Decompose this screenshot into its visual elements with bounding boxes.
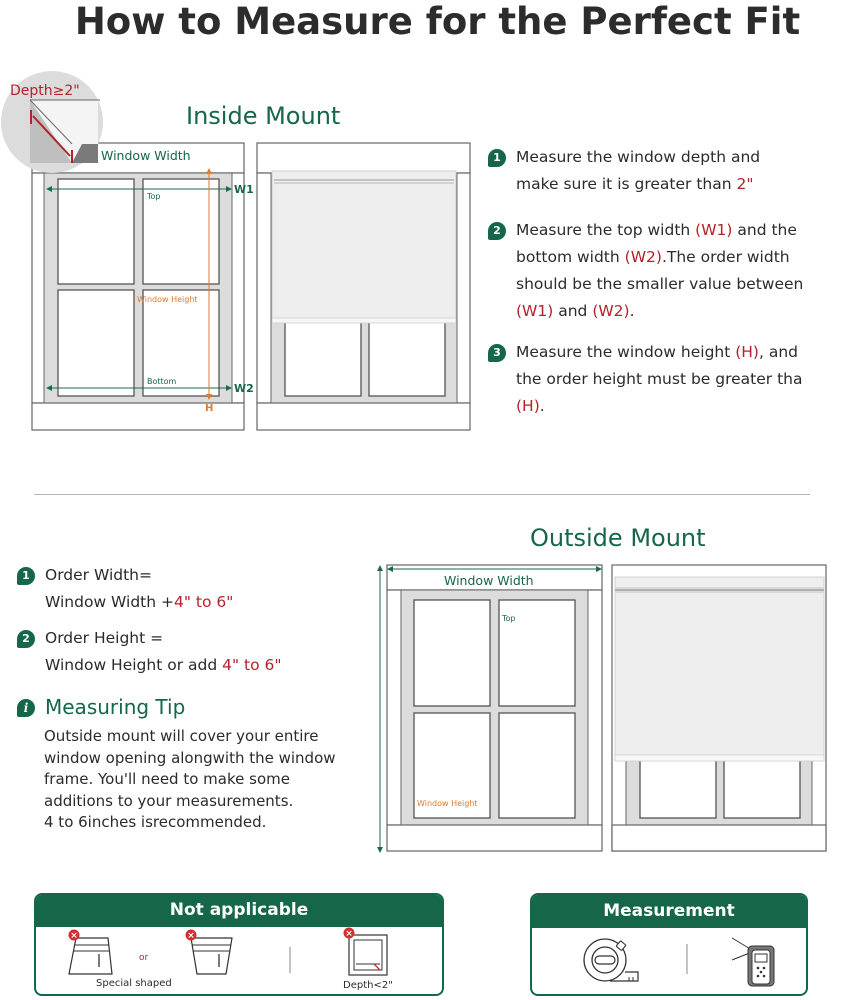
step-number-badge: 2: [17, 630, 35, 648]
outside-step-1: [17, 562, 377, 616]
step-line-text: the order height must be greater tha: [516, 370, 803, 388]
outside-mount-heading: Outside Mount: [530, 524, 706, 552]
step-line-text: bottom width: [516, 248, 625, 266]
step-line: [516, 244, 803, 271]
not-applicable-box: [34, 893, 444, 996]
step-line-text: Measure the top width: [516, 221, 696, 239]
step-line-text: Order Height =: [45, 629, 164, 647]
page-title: How to Measure for the Perfect Fit: [74, 0, 801, 43]
step-line-text: Window Width +: [45, 593, 174, 611]
outside-window-height-label: Window Height: [417, 799, 478, 808]
outside-window-with-shade: [612, 565, 826, 851]
h-label: H: [205, 403, 214, 414]
w1-label: W1: [234, 183, 254, 196]
step-text: [516, 217, 803, 325]
or-label: or: [139, 953, 149, 963]
step-number-badge: 1: [17, 567, 35, 585]
step-line: [516, 171, 760, 198]
info-icon: i: [17, 699, 35, 717]
measuring-tip-body: [44, 726, 384, 834]
measurement-icons: [532, 928, 806, 994]
inside-bottom-label: Bottom: [147, 377, 177, 386]
inside-step-2: [488, 217, 843, 325]
step-line: [516, 298, 803, 325]
step-line: [516, 339, 802, 366]
not-applicable-heading: Not applicable: [36, 895, 442, 927]
highlight-value: (H): [516, 397, 540, 415]
inside-mount-diagram: [0, 60, 480, 435]
step-line-text: Measure the window height: [516, 343, 736, 361]
svg-text:×: ×: [70, 931, 78, 941]
inside-window-height-label: Window Height: [137, 295, 198, 304]
highlight-value: (W1): [516, 302, 554, 320]
step-line-text: Order Width=: [45, 566, 152, 584]
inside-window-width-label: Window Width: [101, 148, 191, 163]
step-line: [516, 217, 803, 244]
measurement-heading: Measurement: [532, 895, 806, 928]
tip-line: additions to your measurements.: [44, 791, 294, 810]
inside-window-with-shade: [257, 143, 470, 430]
laser-distance-meter-icon: [732, 938, 774, 986]
w2-label: W2: [234, 382, 254, 395]
tape-measure-icon: [584, 939, 638, 981]
highlight-value: (H): [735, 343, 759, 361]
highlight-value: (W2): [592, 302, 630, 320]
outside-step-2: [17, 625, 377, 679]
step-number-badge: 2: [488, 222, 506, 240]
step-text: [516, 339, 802, 420]
highlight-value: 4" to 6": [174, 593, 234, 611]
highlight-value: (W1): [695, 221, 733, 239]
special-shaped-window-icon: [69, 930, 113, 975]
svg-text:×: ×: [187, 931, 195, 941]
step-line: [45, 589, 233, 616]
outside-window-measured: [377, 565, 602, 853]
highlight-value: 4" to 6": [222, 656, 282, 674]
step-line-text: Measure the window depth and: [516, 148, 761, 166]
outside-top-label: Top: [502, 614, 516, 623]
tip-line: frame. You'll need to make some: [44, 770, 290, 788]
shallow-depth-window-icon: [344, 928, 388, 976]
inside-step-1: [488, 144, 843, 198]
special-shaped-window-icon: [186, 930, 233, 975]
outside-window-width-label: Window Width: [444, 573, 534, 588]
highlight-value: 2": [736, 175, 754, 193]
section-divider: [34, 494, 810, 495]
svg-text:×: ×: [345, 929, 353, 939]
step-text: [45, 625, 282, 679]
roller-shade: [272, 171, 456, 321]
step-line-text: .: [539, 397, 545, 415]
special-shaped-label: Special shaped: [96, 978, 172, 989]
step-line-text: Window Height or add: [45, 656, 223, 674]
step-line-text: should be the smaller value between: [516, 275, 804, 293]
outside-roller-shade: [615, 577, 824, 760]
step-line-text: .The order width: [661, 248, 790, 266]
measurement-box: [530, 893, 808, 996]
step-line: [516, 144, 760, 171]
step-number-badge: 3: [488, 344, 506, 362]
step-line: [516, 271, 803, 298]
tip-line: Outside mount will cover your entire: [44, 727, 319, 745]
inside-mount-heading: Inside Mount: [186, 102, 341, 130]
step-line-text: make sure it is greater than: [516, 175, 737, 193]
step-line: [45, 652, 282, 679]
outside-mount-diagram: [370, 555, 843, 860]
inside-top-label: Top: [147, 192, 161, 201]
step-line-text: and the: [732, 221, 797, 239]
depth-label: Depth<2": [343, 980, 393, 991]
depth-callout-label: Depth≥2": [10, 83, 80, 99]
step-text: [45, 562, 233, 616]
measuring-tip-heading: Measuring Tip: [45, 695, 186, 719]
tip-line: 4 to 6inches isrecommended.: [44, 813, 267, 831]
step-line: [516, 393, 802, 420]
step-number-badge: 1: [488, 149, 506, 167]
step-text: [516, 144, 760, 198]
highlight-value: (W2): [624, 248, 662, 266]
step-line: [516, 366, 802, 393]
inside-window-measured: [32, 143, 244, 430]
step-line-text: , and: [758, 343, 798, 361]
inside-step-3: [488, 339, 843, 420]
step-line: [45, 625, 282, 652]
tip-line: window opening alongwith the window: [44, 748, 336, 767]
step-line-text: .: [629, 302, 635, 320]
step-line: [45, 562, 233, 589]
step-line-text: and: [553, 302, 593, 320]
